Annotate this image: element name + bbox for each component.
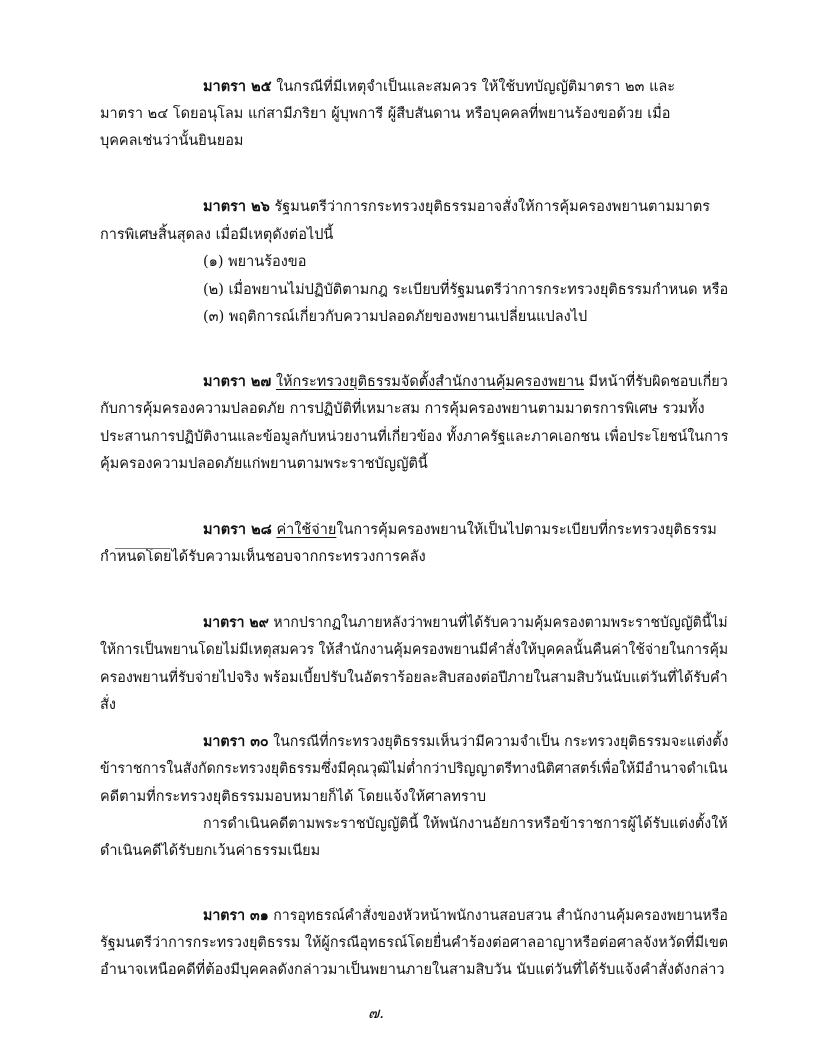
section-28-line-2: กำหนดโดยได้รับความเห็นชอบจากกระทรวงการคลัง [100, 549, 426, 565]
section-31-text: การอุทธรณ์คำสั่งของหัวหน้าพนักงานสอบสวน สำนักงานคุ้มครองพยานหรือ [273, 908, 728, 924]
section-30-para-2-line-2: ดำเนินคดีได้รับยกเว้นค่าธรรมเนียม [100, 843, 321, 859]
section-29-line-4: สั่ง [100, 697, 116, 713]
section-29-line-2: ให้การเป็นพยานโดยไม่มีเหตุสมควร ให้สำนักงานคุ้มครองพยานมีคำสั่งให้บุคคลนั้นคืนค่าใช้จ่ายในการคุ้ม [100, 642, 729, 658]
section-30-text: ในกรณีที่กระทรวงยุติธรรมเห็นว่ามีความจำเป็น กระทรวงยุติธรรมจะแต่งตั้ง [273, 734, 729, 750]
section-30-line-3: คดีตามที่กระทรวงยุติธรรมมอบหมายก็ได้ โดยแจ้งให้ศาลทราบ [100, 789, 487, 805]
section-31-line-2: รัฐมนตรีว่าการกระทรวงยุติธรรม ให้ผู้กรณีอุทธรณ์โดยยื่นคำร้องต่อศาลอาญาหรือต่อศาลจังหวัดที่มีเขต [100, 935, 729, 951]
section-25-line-2: มาตรา ๒๔ โดยอนุโลม แก่สามีภริยา ผู้บุพการี ผู้สืบสันดาน หรือบุคคลที่พยานร้องขอด้วย เมื่อ [100, 106, 671, 122]
section-27-label: มาตรา ๒๗ [203, 373, 272, 390]
section-27-line-3: ประสานการปฏิบัติงานและข้อมูลกับหน่วยงานที่เกี่ยวข้อง ทั้งภาครัฐและภาคเอกชน เพื่อประโยชน์ในการ [100, 429, 729, 445]
section-26-label: มาตรา ๒๖ [203, 198, 270, 215]
section-30-para-2-line-1: การดำเนินคดีตามพระราชบัญญัตินี้ ให้พนักงานอัยการหรือข้าราชการผู้ได้รับแต่งตั้งให้ [203, 816, 728, 832]
section-27-line-4: คุ้มครองความปลอดภัยแก่พยานตามพระราชบัญญัตินี้ [100, 456, 428, 472]
section-28-line-1 [203, 519, 717, 541]
section-29-line-3: ครองพยานที่รับจ่ายไปจริง พร้อมเบี้ยปรับในอัตราร้อยละสิบสองต่อปีภายในสามสิบวันนับแต่วันที่ได้รับคำ [100, 670, 728, 686]
section-26-item-2: (๒) เมื่อพยานไม่ปฏิบัติตามกฎ ระเบียบที่รัฐมนตรีว่าการกระทรวงยุติธรรมกำหนด หรือ [203, 282, 729, 298]
scan-mark [115, 548, 170, 549]
section-31-line-3: อำนาจเหนือคดีที่ต้องมีบุคคลดังกล่าวมาเป็นพยานภายในสามสิบวัน นับแต่วันที่ได้รับแจ้งคำสั่งดังกล่าว [100, 962, 725, 978]
section-28-label: มาตรา ๒๘ [203, 521, 272, 538]
section-25-line-3: บุคคลเช่นว่านั้นยินยอม [100, 133, 244, 149]
section-25-label: มาตรา ๒๕ [203, 78, 272, 95]
page-number: ๗. [368, 1004, 385, 1022]
section-30-line-1 [203, 731, 728, 753]
section-26-item-1: (๑) พยานร้องขอ [203, 254, 307, 270]
section-31-line-1 [203, 905, 728, 927]
section-31-label: มาตรา ๓๑ [203, 907, 269, 924]
section-27-line-2: กับการคุ้มครองความปลอดภัย การปฏิบัติที่เหมาะสม การคุ้มครองพยานตามมาตรการพิเศษ รวมทั้ง [100, 401, 705, 417]
section-29-text: หากปรากฏในภายหลังว่าพยานที่ได้รับความคุ้มครองตามพระราชบัญญัตินี้ไม่ [273, 615, 728, 631]
section-30-line-2: ข้าราชการในสังกัดกระทรวงยุติธรรมซึ่งมีคุณวุฒิไม่ต่ำกว่าปริญญาตรีทางนิติศาสตร์เพื่อให้มีอำนาจดำเนิน [100, 761, 728, 777]
section-27-text: มีหน้าที่รับผิดชอบเกี่ยว [588, 374, 728, 390]
section-30-label: มาตรา ๓๐ [203, 733, 269, 750]
section-26-line-2: การพิเศษสิ้นสุดลง เมื่อมีเหตุดังต่อไปนี้ [100, 227, 334, 243]
section-29-label: มาตรา ๒๙ [203, 614, 269, 631]
section-27-line-1 [203, 371, 728, 393]
section-26-item-3: (๓) พฤติการณ์เกี่ยวกับความปลอดภัยของพยานเปลี่ยนแปลงไป [203, 309, 588, 325]
section-26-text: รัฐมนตรีว่าการกระทรวงยุติธรรมอาจสั่งให้การคุ้มครองพยานตามมาตร [274, 199, 711, 215]
section-28-underlined-text: ค่าใช้จ่าย [276, 522, 337, 538]
section-25-line-1 [203, 76, 675, 98]
section-29-line-1 [203, 612, 728, 634]
section-28-text: ในการคุ้มครองพยานให้เป็นไปตามระเบียบที่กระทรวงยุติธรรม [336, 522, 717, 538]
section-25-text: ในกรณีที่มีเหตุจำเป็นและสมควร ให้ใช้บทบัญญัติมาตรา ๒๓ และ [276, 79, 676, 95]
section-26-line-1 [203, 196, 710, 218]
section-27-underlined-text: ให้กระทรวงยุติธรรมจัดตั้งสำนักงานคุ้มครองพยาน [275, 374, 585, 390]
